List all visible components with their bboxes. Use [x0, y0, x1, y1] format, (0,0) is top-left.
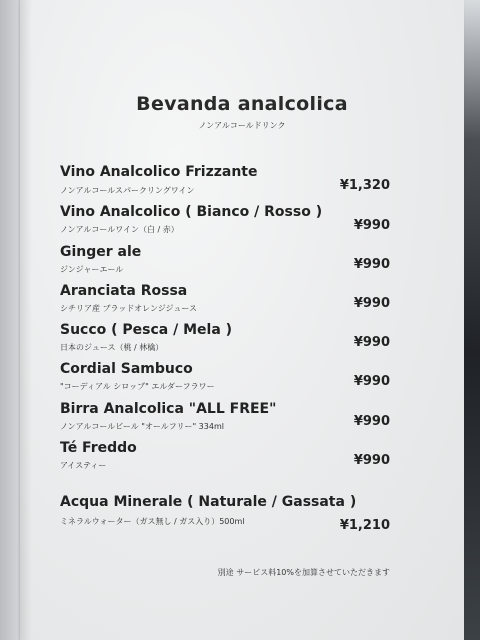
item-subtitle: ノンアルコールスパークリングワイン [60, 186, 195, 195]
item-price: ¥990 [353, 335, 390, 350]
item-price: ¥990 [353, 257, 390, 272]
item-subtitle: ノンアルコールワイン（白 / 赤） [60, 225, 179, 234]
item-subtitle: アイスティー [60, 461, 107, 470]
menu-title: Bevanda analcolica [136, 93, 348, 115]
item-price: ¥990 [353, 453, 390, 468]
service-charge-note: 別途 サービス料10%を加算させていただきます [217, 568, 390, 577]
item-subtitle: 日本のジュース（桃 / 林檎） [60, 343, 164, 352]
item-subtitle: ミネラルウォーター（ガス無し / ガス入り）500ml [60, 517, 245, 526]
item-subtitle: シチリア産 ブラッドオレンジジュース [60, 304, 197, 313]
item-name: Ginger ale [60, 244, 142, 260]
item-name: Cordial Sambuco [60, 361, 193, 377]
menu-sheet [20, 0, 464, 640]
item-subtitle: "コーディアル シロップ" エルダーフラワー [60, 382, 215, 391]
item-name: Vino Analcolico ( Bianco / Rosso ) [60, 204, 323, 220]
item-price: ¥990 [353, 374, 390, 389]
item-name: Acqua Minerale ( Naturale / Gassata ) [60, 494, 357, 510]
item-price: ¥990 [353, 218, 390, 233]
item-price: ¥1,210 [339, 518, 390, 533]
item-name: Té Freddo [60, 440, 137, 456]
item-price: ¥990 [353, 414, 390, 429]
item-name: Succo ( Pesca / Mela ) [60, 322, 233, 338]
item-name: Aranciata Rossa [60, 283, 188, 299]
item-subtitle: ジンジャーエール [60, 265, 124, 274]
menu-subtitle: ノンアルコールドリンク [198, 121, 286, 130]
item-price: ¥1,320 [339, 178, 390, 193]
item-name: Birra Analcolica "ALL FREE" [60, 401, 277, 417]
background-left [0, 0, 22, 640]
page-fold-shadow [20, 0, 32, 640]
item-name: Vino Analcolico Frizzante [60, 164, 258, 180]
item-price: ¥990 [353, 296, 390, 311]
item-subtitle: ノンアルコールビール "オールフリー" 334ml [60, 422, 224, 431]
